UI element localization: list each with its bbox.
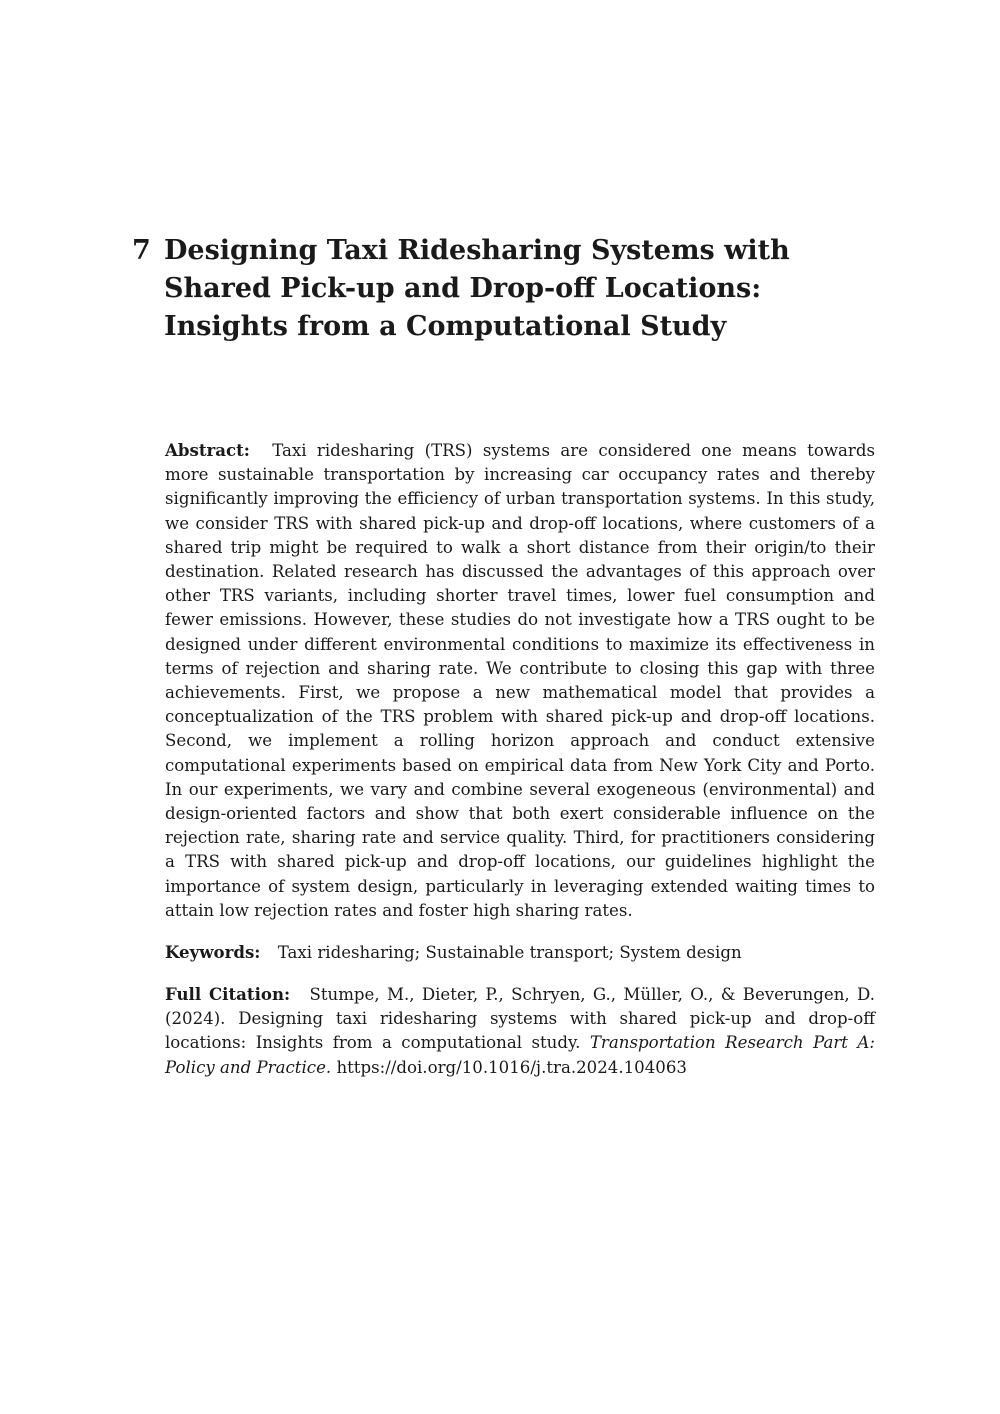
citation-journal: Transportation Research Part A: Policy and Practice.: [165, 1033, 875, 1077]
chapter-title: Designing Taxi Ridesharing Systems with Shared Pick-up and Drop-off Locations: Insights from a Computational Study: [164, 235, 790, 342]
abstract-paragraph: [165, 438, 875, 923]
citation-label: Full Citation:: [165, 984, 291, 1004]
keywords-paragraph: [165, 940, 875, 965]
citation-paragraph: [165, 982, 875, 1080]
abstract-text: Taxi ridesharing (TRS) systems are considered one means towards more sustainable transportation by increasing car occupancy rates and thereby significantly improving the efficiency of urban transportation systems. In this study, we consider TRS with shared pick-up and drop-off locations, where customers of a shared trip might be required to walk a short distance from their origin/to their destination. Related research has discussed the advantages of this approach over other TRS variants, including shorter travel times, lower fuel consumption and fewer emissions. However, these studies do not investigate how a TRS ought to be designed under different environmental conditions to maximize its effectiveness in terms of rejection and sharing rate. We contribute to closing this gap with three achievements. First, we propose a new mathematical model that provides a conceptualization of the TRS problem with shared pick-up and drop-off locations. Second, we implement a rolling horizon approach and conduct extensive computational experiments based on empirical data from New York City and Porto. In our experiments, we vary and combine several exogeneous (environmental) and design-oriented factors and show that both exert considerable influence on the rejection rate, sharing rate and service quality. Third, for practitioners considering a TRS with shared pick-up and drop-off locations, our guidelines highlight the importance of system design, particularly in leveraging extended waiting times to attain low rejection rates and foster high sharing rates.: [165, 441, 875, 920]
keywords-section: [165, 940, 875, 965]
citation-doi-link[interactable]: https://doi.org/10.1016/j.tra.2024.104063: [336, 1057, 687, 1077]
chapter-number: 7: [132, 235, 151, 266]
abstract-section: [165, 438, 875, 923]
keywords-label: Keywords:: [165, 942, 261, 962]
abstract-label: Abstract:: [165, 440, 250, 460]
citation-text: Stumpe, M., Dieter, P., Schryen, G., Müller, O., & Beverungen, D. (2024). Designing taxi ridesharing systems with shared pick-up and drop-off locations: Insights from a computational study.: [165, 985, 876, 1053]
chapter-heading: [132, 232, 872, 346]
keywords-text: Taxi ridesharing; Sustainable transport; System design: [277, 943, 742, 962]
citation-section: [165, 982, 875, 1080]
